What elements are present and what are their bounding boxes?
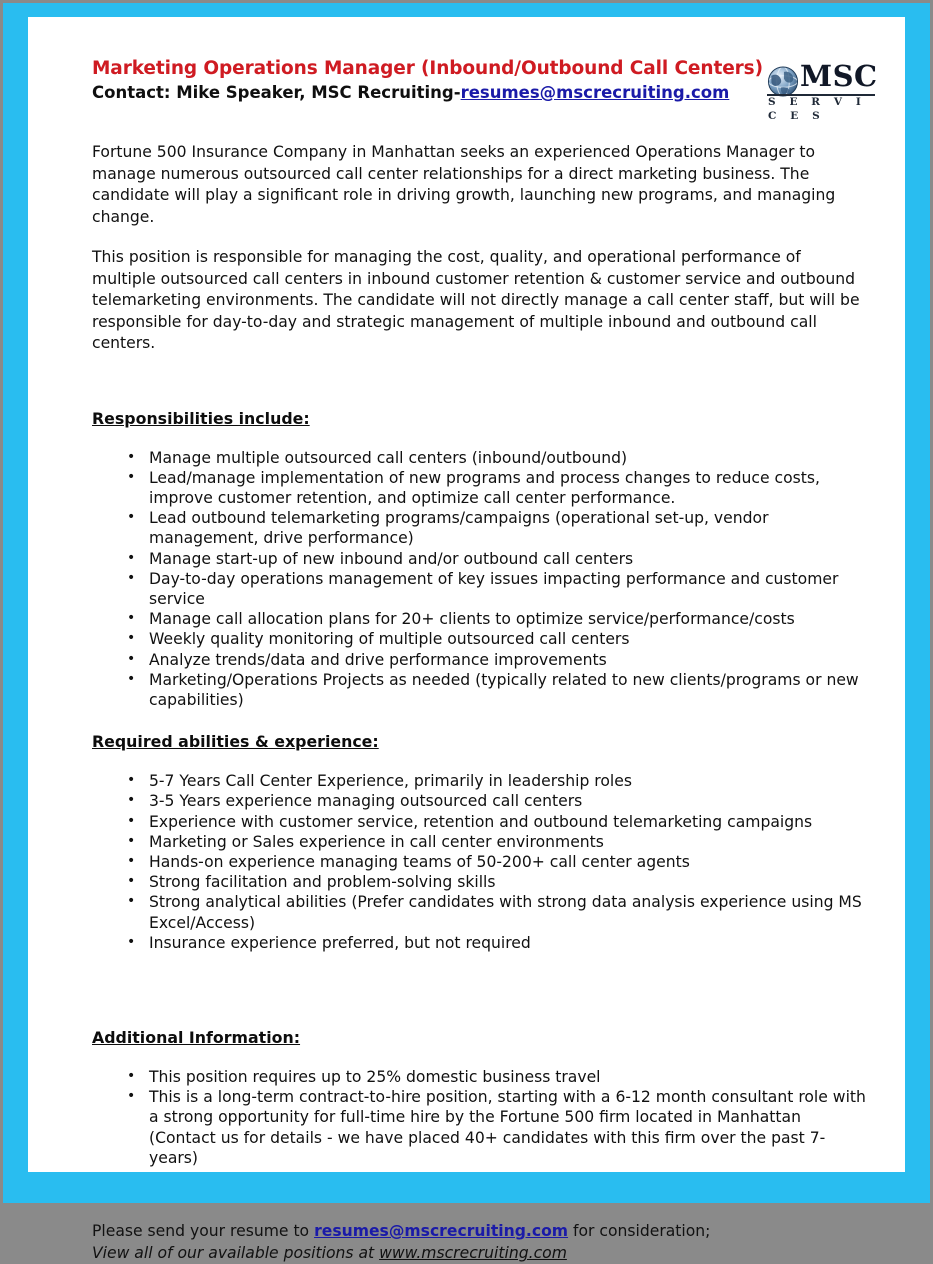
footer-email-link[interactable]: resumes@mscrecruiting.com (314, 1221, 569, 1240)
intro-paragraph-2: This position is responsible for managing the cost, quality, and operational performance of multiple outsourced call centers in inbound customer retention & customer service and outbound telemarketing environments. The candidate will not directly manage a call center staff, but will be responsible for day-to-day and strategic management of multiple inbound and outbound call centers. (92, 248, 860, 352)
footer-view-prefix: View all of our available positions at (92, 1243, 380, 1262)
intro-paragraph-1: Fortune 500 Insurance Company in Manhattan seeks an experienced Operations Manager to manage numerous outsourced call center relationships for a direct marketing business. The candidate will play a significant role in driving growth, launching new programs, and managing change. (92, 143, 836, 226)
spacer-before-footer (92, 1168, 867, 1221)
spacer-before-additional-2 (92, 990, 867, 1027)
footer-send-suffix: for consideration; (568, 1221, 711, 1240)
document-content (92, 57, 878, 1264)
spacer-required-heading (92, 752, 867, 771)
list-item: • Day-to-day operations management of key issues impacting performance and customer service (92, 569, 867, 609)
footer-view-positions-line (92, 1243, 867, 1264)
responsibilities-list (92, 448, 867, 711)
list-item: • 5-7 Years Call Center Experience, primarily in leadership roles (92, 771, 867, 791)
section-responsibilities (92, 408, 867, 711)
list-item: • Lead/manage implementation of new programs and process changes to reduce costs, improve customer retention, and optimize call center performance. (92, 468, 867, 508)
list-item: • Manage multiple outsourced call centers (inbound/outbound) (92, 448, 867, 468)
spacer-before-responsibilities (92, 355, 867, 408)
globe-icon (767, 66, 799, 97)
list-item: • Weekly quality monitoring of multiple outsourced call centers (92, 629, 867, 649)
spacer-before-required (92, 710, 867, 731)
list-item: • Insurance experience preferred, but not required (92, 933, 867, 953)
list-item: • Marketing or Sales experience in call center environments (92, 832, 867, 852)
spacer-responsibilities-heading (92, 429, 867, 448)
list-item: • Experience with customer service, retention and outbound telemarketing campaigns (92, 812, 867, 832)
document-header (92, 57, 878, 122)
list-item: • Strong analytical abilities (Prefer candidates with strong data analysis experience using MS Excel/Access) (92, 892, 867, 932)
list-item: • This is a long-term contract-to-hire position, starting with a 6-12 month consultant role with a strong opportunity for full-time hire by the Fortune 500 firm located in Manhattan (Contact us for details - we have placed 40+ candidates with this firm over the past 7-years) (92, 1087, 867, 1168)
spacer-before-additional (92, 953, 867, 990)
list-item: • Marketing/Operations Projects as needed (typically related to new clients/programs or new capabilities) (92, 670, 867, 710)
footer-send-resume-line (92, 1221, 867, 1242)
required-abilities-list (92, 771, 867, 953)
header-email-link[interactable]: resumes@mscrecruiting.com (460, 83, 730, 102)
page-title: Marketing Operations Manager (Inbound/Outbound Call Centers) (92, 58, 763, 79)
list-item: • Manage start-up of new inbound and/or outbound call centers (92, 549, 867, 569)
list-item: • Hands-on experience managing teams of 50-200+ call center agents (92, 852, 867, 872)
list-item: • Strong facilitation and problem-solving skills (92, 872, 867, 892)
msc-services-logo (767, 59, 879, 122)
list-item: • Manage call allocation plans for 20+ clients to optimize service/performance/costs (92, 609, 867, 629)
document-footer (92, 1221, 867, 1264)
spacer-additional-heading (92, 1048, 867, 1067)
contact-label: Contact: Mike Speaker, MSC Recruiting- (92, 83, 461, 102)
section-heading-required-abilities: Required abilities & experience: (92, 732, 379, 752)
logo-wordmark: MSC (800, 59, 878, 93)
list-item: • This position requires up to 25% domestic business travel (92, 1067, 867, 1087)
additional-information-list (92, 1067, 867, 1168)
page-border-frame (3, 3, 930, 1262)
list-item: • Analyze trends/data and drive performance improvements (92, 650, 867, 670)
list-item: • 3-5 Years experience managing outsourced call centers (92, 791, 867, 811)
section-heading-additional-information: Additional Information: (92, 1027, 301, 1047)
document-page (28, 17, 905, 1262)
footer-website-link[interactable]: www.mscrecruiting.com (379, 1243, 567, 1262)
section-required-abilities (92, 731, 867, 953)
spacer-after-header (92, 109, 867, 142)
footer-send-prefix: Please send your resume to (92, 1221, 315, 1240)
logo-tagline: S E R V I C E S (768, 96, 866, 122)
list-item: • Lead outbound telemarketing programs/campaigns (operational set-up, vendor management, drive performance) (92, 508, 867, 548)
section-additional-information (92, 1027, 867, 1168)
section-heading-responsibilities: Responsibilities include: (92, 408, 310, 428)
contact-line (92, 82, 867, 104)
